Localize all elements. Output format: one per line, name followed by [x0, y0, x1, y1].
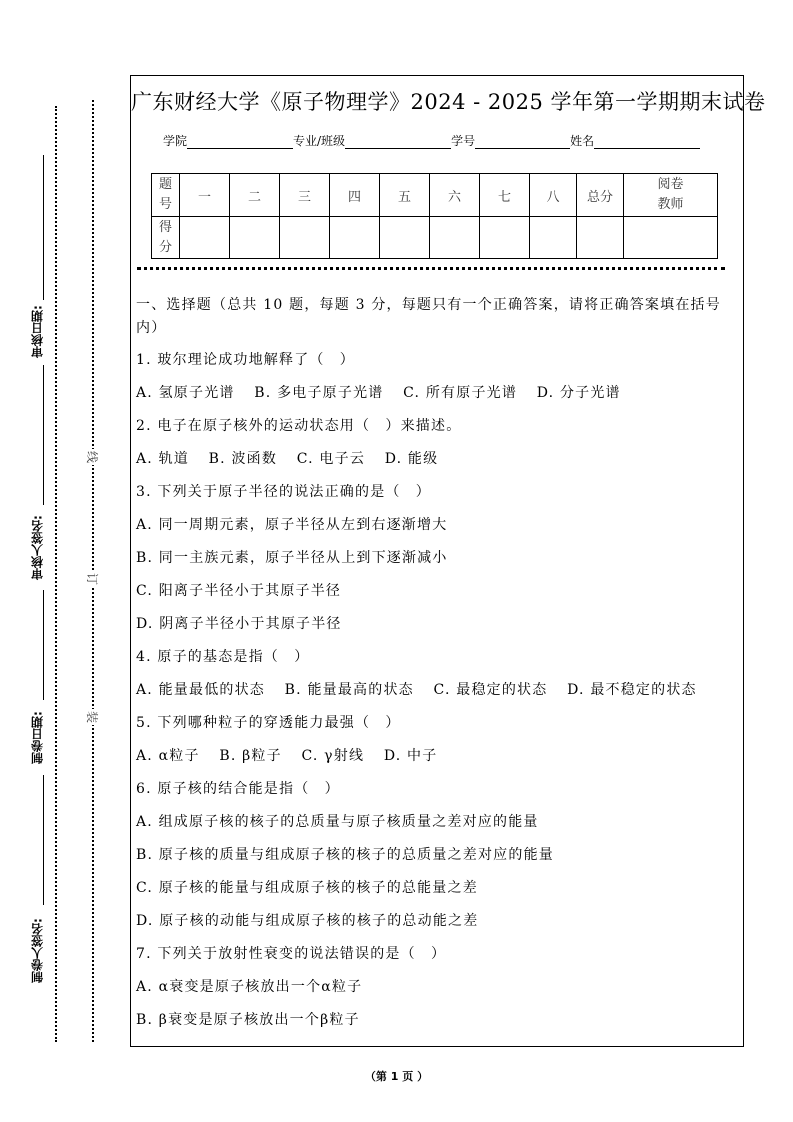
question-5-stem: 5. 下列哪种粒子的穿透能力最强（ ）	[136, 715, 401, 731]
outer-dotted-line	[55, 106, 57, 1042]
score-cell-3[interactable]	[280, 217, 330, 259]
name-label: 姓名	[570, 134, 595, 148]
q3-option-a: A. 同一周期元素，原子半径从左到右逐渐增大	[136, 517, 448, 533]
college-field[interactable]	[187, 134, 293, 149]
student-id-label: 学号	[451, 134, 476, 148]
dotted-separator	[137, 267, 725, 270]
q6-option-c: C. 原子核的能量与组成原子核的核子的总能量之差	[136, 880, 478, 896]
question-2-stem: 2. 电子在原子核外的运动状态用（ ）来描述。	[136, 418, 462, 434]
q2-option-c: C. 电子云	[296, 451, 366, 467]
exam-maker-signature-line	[43, 775, 44, 905]
col-3: 三	[280, 174, 330, 217]
score-cell-7[interactable]	[480, 217, 530, 259]
student-info-row	[163, 132, 700, 149]
bind-char-xian: 线	[85, 450, 99, 463]
review-date-line	[43, 155, 44, 300]
q4-option-b: B. 能量最高的状态	[284, 682, 414, 698]
exam-date-line	[43, 590, 44, 700]
q5-option-d: D. 中子	[383, 748, 438, 764]
score-table-score-row	[152, 217, 718, 259]
question-4-stem: 4. 原子的基态是指（ ）	[136, 649, 310, 665]
score-table-header-row	[152, 174, 718, 217]
q1-option-a: A. 氢原子光谱	[136, 385, 235, 401]
reviewer-signature-label: 审核人签名:	[30, 515, 45, 580]
q5-option-a: A. α粒子	[136, 748, 200, 764]
q2-option-d: D. 能级	[384, 451, 439, 467]
question-2-options	[136, 449, 741, 482]
major-class-label: 专业/班级	[293, 134, 346, 148]
question-number-label: 题 号	[152, 174, 180, 217]
question-3-stem: 3. 下列关于原子半径的说法正确的是（ ）	[136, 484, 432, 500]
score-cell-5[interactable]	[380, 217, 430, 259]
score-label: 得 分	[152, 217, 180, 259]
score-table	[151, 173, 718, 259]
student-id-field[interactable]	[475, 134, 570, 149]
q7-option-b: B. β衰变是原子核放出一个β粒子	[136, 1012, 360, 1028]
score-cell-4[interactable]	[330, 217, 380, 259]
col-1: 一	[180, 174, 230, 217]
q2-option-b: B. 波函数	[208, 451, 278, 467]
bind-char-zhuang: 装	[85, 710, 99, 723]
exam-maker-signature-label: 制卷人签名:	[30, 918, 45, 983]
q3-option-d: D. 阴离子半径小于其原子半径	[136, 616, 342, 632]
col-2: 二	[230, 174, 280, 217]
question-6-stem: 6. 原子核的结合能是指（ ）	[136, 781, 340, 797]
reviewer-signature-line	[43, 365, 44, 505]
q5-option-c: C. γ射线	[301, 748, 365, 764]
question-4-options	[136, 680, 741, 713]
q1-option-b: B. 多电子原子光谱	[254, 385, 384, 401]
question-1-options	[136, 383, 741, 416]
section-heading: 一、选择题（总共 10 题，每题 3 分，每题只有一个正确答案，请将正确答案填在括号内）	[136, 297, 721, 336]
score-cell-grader[interactable]	[624, 217, 718, 259]
q4-option-a: A. 能量最低的状态	[136, 682, 266, 698]
col-5: 五	[380, 174, 430, 217]
question-5-options	[136, 746, 741, 779]
question-1-stem: 1. 玻尔理论成功地解释了（ ）	[136, 352, 356, 368]
q3-option-c: C. 阳离子半径小于其原子半径	[136, 583, 342, 599]
binding-margin	[0, 0, 130, 1122]
q3-option-b: B. 同一主族元素，原子半径从上到下逐渐减小	[136, 550, 448, 566]
score-cell-total[interactable]	[577, 217, 624, 259]
score-cell-6[interactable]	[430, 217, 480, 259]
major-class-field[interactable]	[345, 134, 451, 149]
exam-body	[136, 294, 741, 1043]
page-number: （第 1 页 ）	[364, 1070, 429, 1083]
q4-option-c: C. 最稳定的状态	[433, 682, 548, 698]
grader-label: 阅卷 教师	[624, 174, 718, 217]
q1-option-d: D. 分子光谱	[536, 385, 621, 401]
col-8: 八	[530, 174, 577, 217]
col-4: 四	[330, 174, 380, 217]
q7-option-a: A. α衰变是原子核放出一个α粒子	[136, 979, 363, 995]
col-total: 总分	[577, 174, 624, 217]
bind-char-ding: 订	[85, 572, 99, 585]
exam-frame	[130, 75, 766, 1047]
college-label: 学院	[163, 134, 188, 148]
col-6: 六	[430, 174, 480, 217]
q1-option-c: C. 所有原子光谱	[403, 385, 518, 401]
exam-date-label: 制卷日期:	[30, 711, 45, 765]
q2-option-a: A. 轨道	[136, 451, 190, 467]
score-cell-1[interactable]	[180, 217, 230, 259]
review-date-label: 审核日期:	[30, 305, 45, 359]
q4-option-d: D. 最不稳定的状态	[567, 682, 697, 698]
question-7-stem: 7. 下列关于放射性衰变的说法错误的是（ ）	[136, 946, 447, 962]
col-7: 七	[480, 174, 530, 217]
q5-option-b: B. β粒子	[219, 748, 282, 764]
score-cell-8[interactable]	[530, 217, 577, 259]
score-cell-2[interactable]	[230, 217, 280, 259]
q6-option-a: A. 组成原子核的核子的总质量与原子核质量之差对应的能量	[136, 814, 539, 830]
q6-option-b: B. 原子核的质量与组成原子核的核子的总质量之差对应的能量	[136, 847, 554, 863]
name-field[interactable]	[594, 134, 700, 149]
q6-option-d: D. 原子核的动能与组成原子核的核子的总动能之差	[136, 913, 479, 929]
exam-title: 广东财经大学《原子物理学》2024 - 2025 学年第一学期期末试卷	[131, 90, 766, 114]
